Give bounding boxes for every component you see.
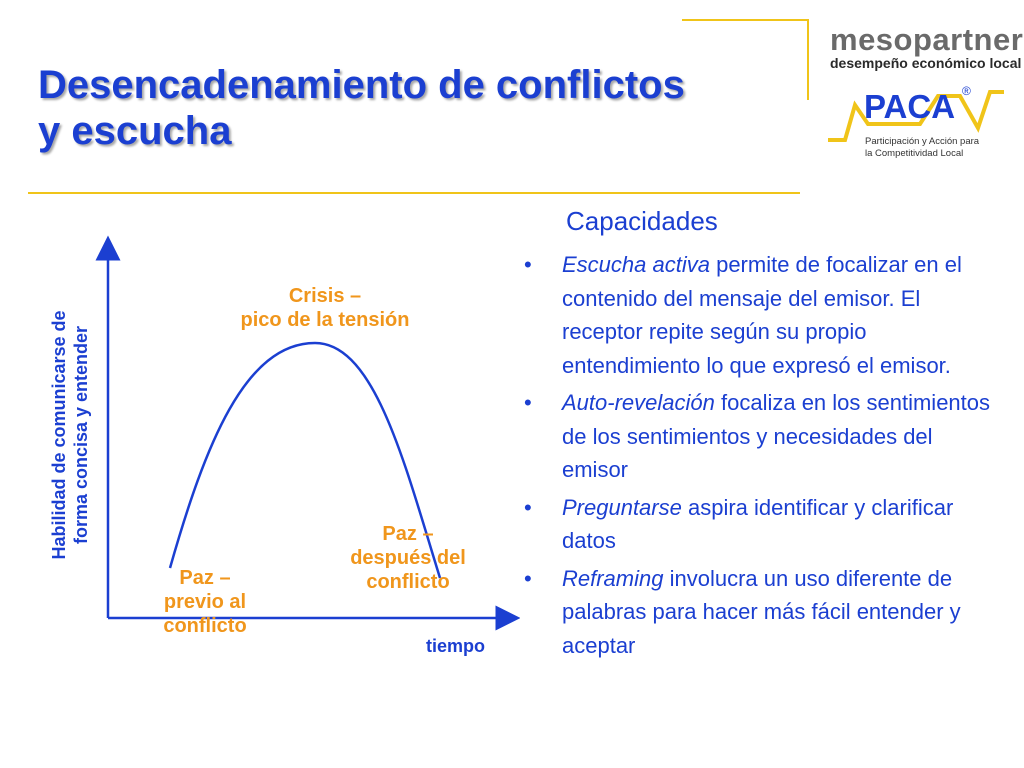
crisis-label — [205, 284, 445, 332]
brand-logo: mesopartner — [830, 22, 1024, 57]
peace-after-line-2: después del — [350, 547, 466, 569]
item-term: Preguntarse — [562, 494, 682, 520]
registered-mark: ® — [962, 84, 971, 98]
crisis-label-line-1: Crisis – — [288, 285, 362, 307]
paca-logo: PACA — [864, 88, 956, 125]
y-axis-label — [48, 270, 98, 600]
peace-after-line-3: conflicto — [366, 571, 450, 593]
peace-before-label — [138, 566, 272, 638]
peace-after-line-1: Paz – — [382, 523, 434, 545]
crisis-label-line-2: pico de la tensión — [240, 309, 410, 331]
list-item — [520, 248, 990, 382]
capacities-list — [520, 248, 990, 666]
peace-after-label — [326, 522, 490, 594]
list-item — [520, 386, 990, 487]
list-item — [520, 562, 990, 663]
item-term: Reframing — [562, 565, 664, 591]
item-term: Auto-revelación — [562, 390, 715, 415]
bullet-icon: • — [524, 494, 532, 520]
title-line-1: Desencadenamiento de conflictos — [38, 63, 685, 107]
item-text: aspira identificar y clarificar datos — [562, 494, 954, 553]
title-line-2: y escucha — [38, 109, 232, 153]
y-axis-label-line-1: Habilidad de comunicarse de — [49, 310, 69, 560]
peace-before-line-2: previo al — [163, 591, 247, 613]
item-term: Escucha activa — [562, 252, 710, 277]
x-axis-label: tiempo — [426, 636, 486, 656]
peace-before-line-3: conflicto — [163, 615, 247, 637]
item-text: involucra un uso diferente de palabras para hacer más fácil entender y aceptar — [562, 565, 961, 658]
brand-tagline: desempeño económico local — [830, 55, 1022, 71]
item-text: permite de focalizar en el contenido del mensaje del emisor. El receptor repite según su propio entendimiento lo que expresó el emisor. — [562, 252, 962, 378]
y-axis-label-line-2: forma concisa y entender — [71, 325, 91, 545]
bullet-icon: • — [524, 390, 532, 415]
bullet-icon: • — [524, 252, 532, 277]
paca-caption-line-2: la Competitividad Local — [865, 148, 964, 159]
list-item — [520, 491, 990, 558]
paca-caption-line-1: Participación y Acción para — [865, 136, 980, 147]
bullet-icon: • — [524, 565, 532, 591]
capacities-heading: Capacidades — [566, 206, 718, 236]
paca-caption — [865, 136, 979, 160]
peace-before-line-1: Paz – — [179, 567, 231, 589]
logo-frame-line — [682, 20, 808, 100]
item-text: focaliza en los sentimientos de los sentimientos y necesidades del emisor — [562, 390, 991, 482]
